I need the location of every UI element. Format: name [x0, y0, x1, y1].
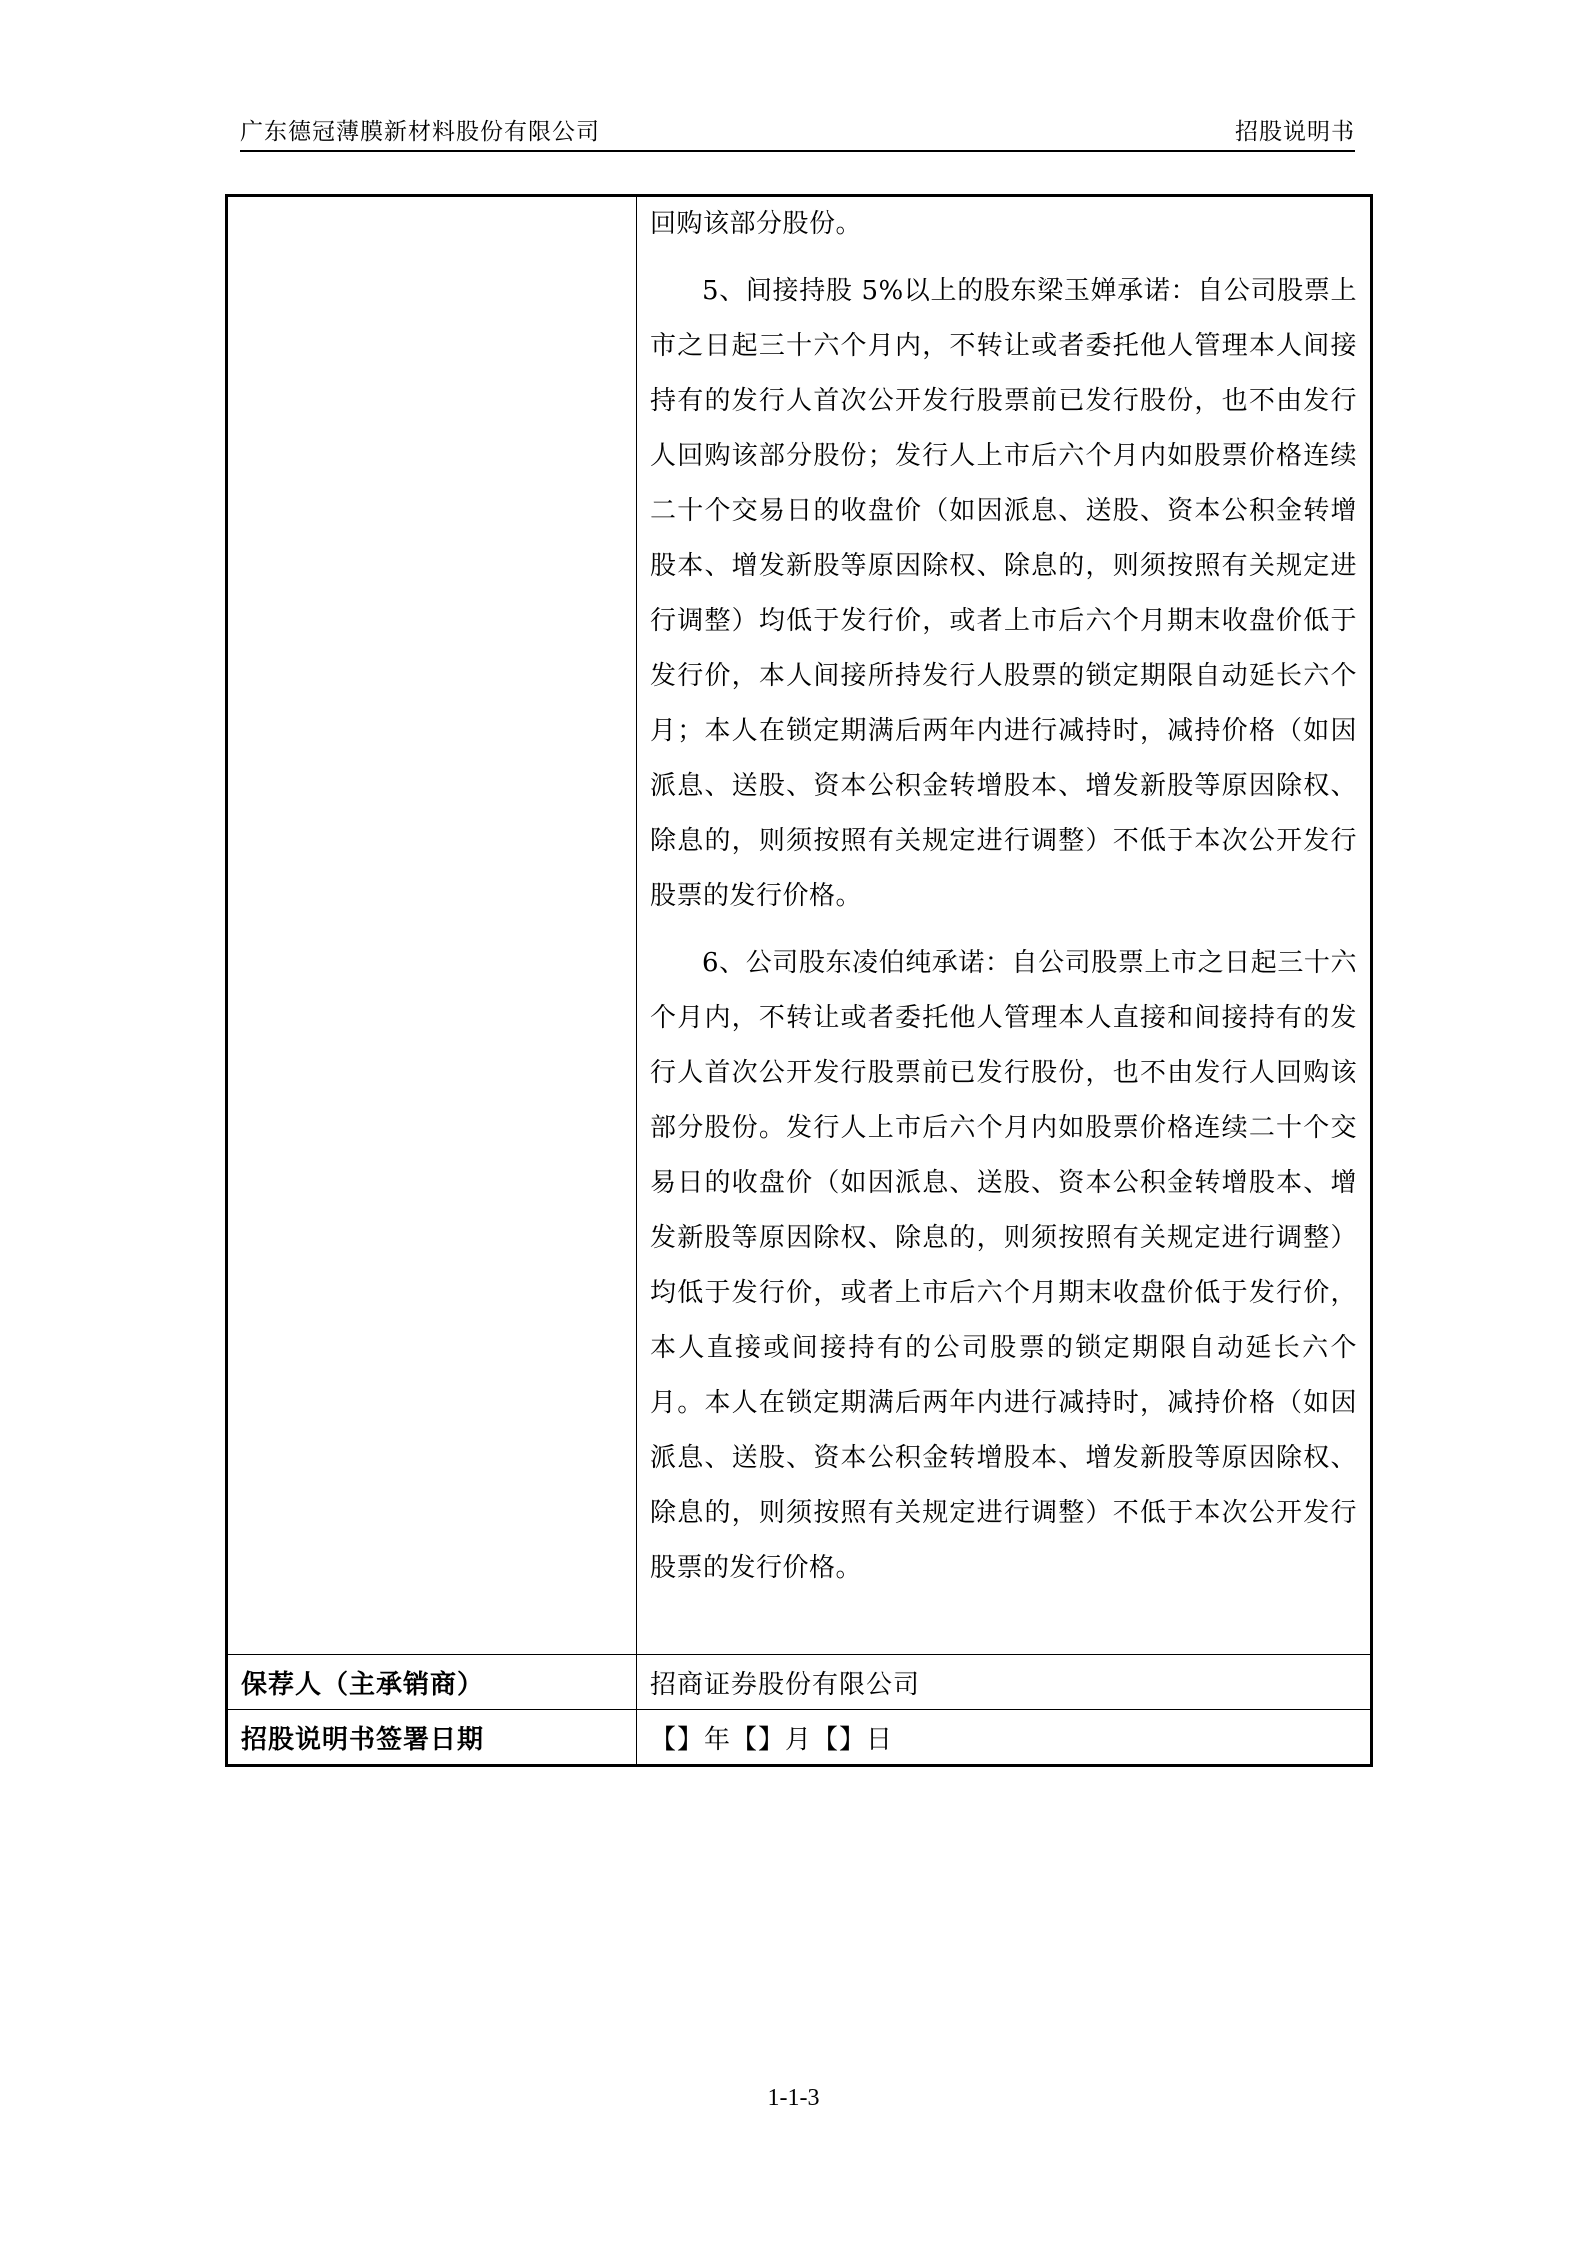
- header-document-type: 招股说明书: [1235, 119, 1355, 145]
- signing-date-value: 【】年【】月【】日: [650, 1724, 894, 1755]
- commitment-item-6: 6、公司股东凌伯纯承诺：自公司股票上市之日起三十六个月内，不转让或者委托他人管理本人直接和间接持有的发行人首次公开发行股票前已发行股份，也不由发行人回购该部分股份。发行人上市后六个月内如股票价格连续二十个交易日的收盘价（如因派息、送股、资本公积金转增股本、增发新股等原因除权、除息的，则须按照有关规定进行调整）均低于发行价，或者上市后六个月期末收盘价低于发行价，本人直接或间接持有的公司股票的锁定期限自动延长六个月。本人在锁定期满后两年内进行减持时，减持价格（如因派息、送股、资本公积金转增股本、增发新股等原因除权、除息的，则须按照有关规定进行调整）不低于本次公开发行股票的发行价格。: [650, 948, 1357, 1583]
- signing-date-label: 招股说明书签署日期: [228, 1710, 637, 1764]
- info-table: [225, 194, 1373, 1767]
- sponsor-label: 保荐人（主承销商）: [228, 1655, 637, 1709]
- commitment-tail: 回购该部分股份。: [650, 209, 863, 239]
- signing-date-row: [228, 1709, 1370, 1764]
- commitment-item-5: 5、间接持股 5%以上的股东梁玉婵承诺：自公司股票上市之日起三十六个月内，不转让或者委托他人管理本人间接持有的发行人首次公开发行股票前已发行股份，也不由发行人回购该部分股份；发行人上市后六个月内如股票价格连续二十个交易日的收盘价（如因派息、送股、资本公积金转增股本、增发新股等原因除权、除息的，则须按照有关规定进行调整）均低于发行价，或者上市后六个月期末收盘价低于发行价，本人间接所持发行人股票的锁定期限自动延长六个月；本人在锁定期满后两年内进行减持时，减持价格（如因派息、送股、资本公积金转增股本、增发新股等原因除权、除息的，则须按照有关规定进行调整）不低于本次公开发行股票的发行价格。: [650, 276, 1357, 911]
- commitments-label-cell: [228, 197, 637, 1654]
- sponsor-value: 招商证券股份有限公司: [650, 1669, 921, 1700]
- header-company-name: 广东德冠薄膜新材料股份有限公司: [240, 119, 600, 145]
- page-header: [240, 112, 1355, 152]
- commitments-row: [228, 197, 1370, 1654]
- commitments-content-cell: [637, 197, 1370, 1654]
- page-number: 1-1-3: [767, 2085, 820, 2111]
- sponsor-row: [228, 1654, 1370, 1709]
